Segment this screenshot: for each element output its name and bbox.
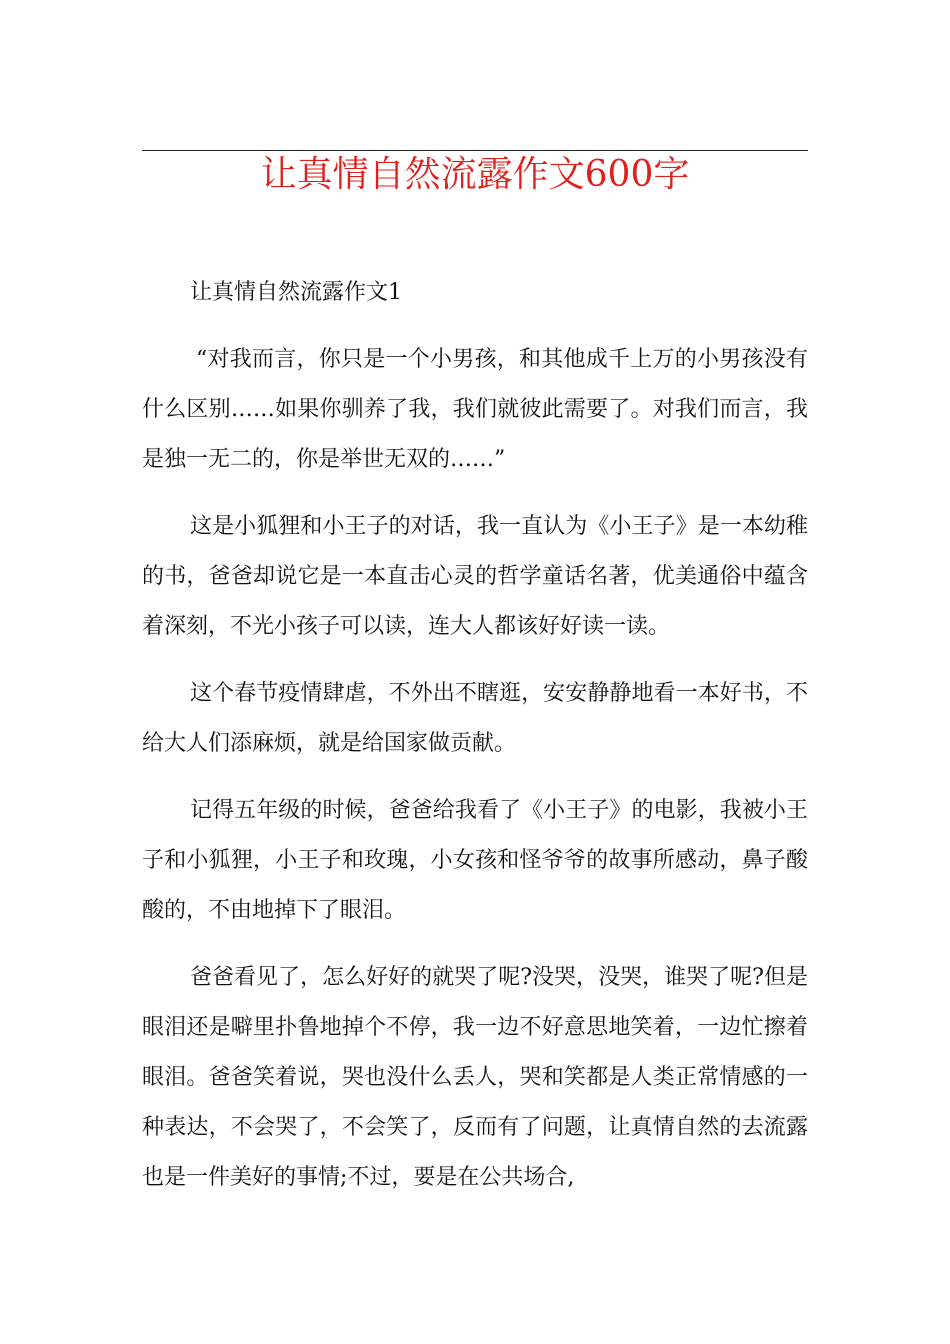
paragraph: 这是小狐狸和小王子的对话，我一直认为《小王子》是一本幼稚的书，爸爸却说它是一本直击心灵的哲学童话名著，优美通俗中蕴含着深刻，不光小孩子可以读，连大人都该好好读一读。	[142, 514, 808, 639]
document-body	[142, 268, 808, 1220]
paragraph: 记得五年级的时候，爸爸给我看了《小王子》的电影，我被小王子和小狐狸，小王子和玫瑰，小女孩和怪爷爷的故事所感动，鼻子酸酸的，不由地掉下了眼泪。	[142, 798, 808, 923]
header-rule	[142, 150, 808, 151]
paragraph: 这个春节疫情肆虐，不外出不瞎逛，安安静静地看一本好书，不给大人们添麻烦，就是给国家做贡献。	[142, 681, 808, 756]
paragraph-quote: “对我而言，你只是一个小男孩，和其他成千上万的小男孩没有什么区别……如果你驯养了我，我们就彼此需要了。对我们而言，我是独一无二的，你是举世无双的……”	[142, 347, 808, 472]
paragraph: 爸爸看见了，怎么好好的就哭了呢?没哭，没哭，谁哭了呢?但是眼泪还是噼里扑鲁地掉个不停，我一边不好意思地笑着，一边忙擦着眼泪。爸爸笑着说，哭也没什么丢人，哭和笑都是人类正常情感的一种表达，不会哭了，不会笑了，反而有了问题，让真情自然的去流露也是一件美好的事情;不过，要是在公共场合,	[142, 965, 808, 1190]
document-title: 让真情自然流露作文600字	[260, 154, 690, 195]
section-heading: 让真情自然流露作文1	[190, 280, 402, 305]
